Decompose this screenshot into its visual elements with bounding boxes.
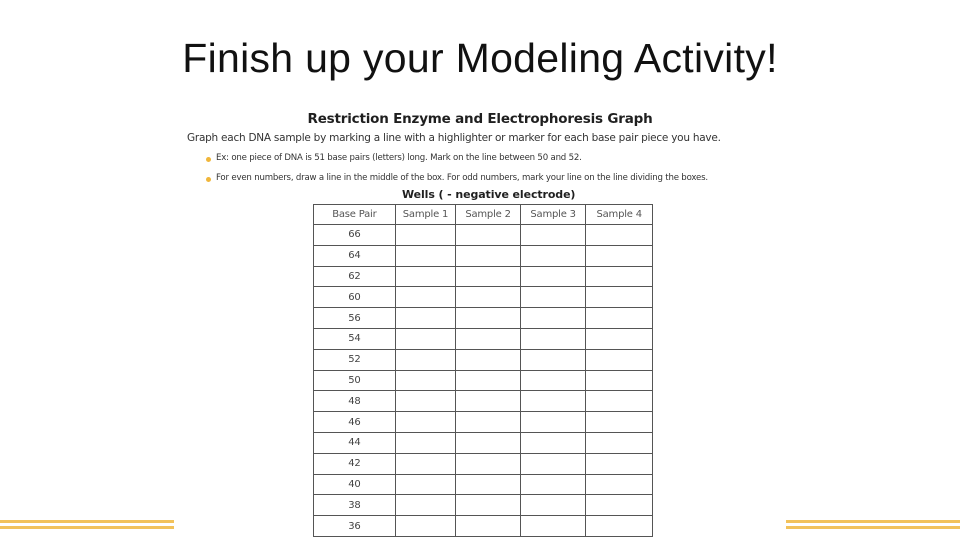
sample-2-cell — [456, 266, 521, 287]
sample-2-cell — [456, 308, 521, 329]
sample-2-cell — [456, 453, 521, 474]
sample-1-cell — [395, 328, 456, 349]
bullet-text: For even numbers, draw a line in the middle of the box. For odd numbers, mark your line on the line dividing the boxes. — [216, 173, 708, 183]
sample-3-cell — [520, 308, 586, 329]
sample-1-cell — [395, 349, 456, 370]
sample-4-cell — [586, 453, 653, 474]
base-pair-cell: 52 — [314, 349, 396, 370]
sample-2-cell — [456, 495, 521, 516]
decorative-bar — [0, 520, 174, 523]
table-row — [314, 516, 653, 537]
sample-2-cell — [456, 516, 521, 537]
base-pair-cell: 66 — [314, 225, 396, 246]
base-pair-cell: 40 — [314, 474, 396, 495]
sample-2-cell — [456, 391, 521, 412]
header-sample-3: Sample 3 — [520, 205, 586, 225]
table-row — [314, 412, 653, 433]
sample-3-cell — [520, 391, 586, 412]
sample-2-cell — [456, 287, 521, 308]
base-pair-cell: 56 — [314, 308, 396, 329]
base-pair-cell: 42 — [314, 453, 396, 474]
sample-4-cell — [586, 391, 653, 412]
sample-3-cell — [520, 453, 586, 474]
sample-1-cell — [395, 370, 456, 391]
header-sample-2: Sample 2 — [456, 205, 521, 225]
sample-4-cell — [586, 474, 653, 495]
table-row — [314, 328, 653, 349]
sample-3-cell — [520, 432, 586, 453]
sample-3-cell — [520, 474, 586, 495]
bullet-dot-icon — [206, 177, 211, 182]
sample-1-cell — [395, 453, 456, 474]
table-row — [314, 370, 653, 391]
sample-4-cell — [586, 225, 653, 246]
base-pair-cell: 60 — [314, 287, 396, 308]
sample-2-cell — [456, 328, 521, 349]
table-header-row — [314, 205, 653, 225]
worksheet-title: Restriction Enzyme and Electrophoresis Graph — [307, 111, 653, 127]
slide-title: Finish up your Modeling Activity! — [182, 35, 778, 81]
sample-2-cell — [456, 370, 521, 391]
sample-1-cell — [395, 225, 456, 246]
table-row — [314, 287, 653, 308]
base-pair-cell: 44 — [314, 432, 396, 453]
sample-4-cell — [586, 516, 653, 537]
sample-2-cell — [456, 474, 521, 495]
base-pair-cell: 54 — [314, 328, 396, 349]
table-row — [314, 308, 653, 329]
table-row — [314, 495, 653, 516]
sample-1-cell — [395, 474, 456, 495]
sample-1-cell — [395, 245, 456, 266]
sample-4-cell — [586, 328, 653, 349]
sample-1-cell — [395, 308, 456, 329]
table-row — [314, 225, 653, 246]
instruction-bullet — [216, 173, 708, 183]
worksheet-instruction: Graph each DNA sample by marking a line with a highlighter or marker for each base pair piece you have. — [187, 132, 721, 144]
sample-2-cell — [456, 349, 521, 370]
sample-4-cell — [586, 432, 653, 453]
table-row — [314, 474, 653, 495]
sample-2-cell — [456, 412, 521, 433]
sample-4-cell — [586, 412, 653, 433]
sample-2-cell — [456, 225, 521, 246]
sample-3-cell — [520, 349, 586, 370]
sample-3-cell — [520, 245, 586, 266]
sample-1-cell — [395, 432, 456, 453]
header-base-pair: Base Pair — [314, 205, 396, 225]
bullet-text: Ex: one piece of DNA is 51 base pairs (letters) long. Mark on the line between 50 and 52. — [216, 153, 582, 163]
sample-4-cell — [586, 287, 653, 308]
sample-3-cell — [520, 412, 586, 433]
sample-3-cell — [520, 516, 586, 537]
header-sample-1: Sample 1 — [395, 205, 456, 225]
sample-3-cell — [520, 495, 586, 516]
sample-4-cell — [586, 495, 653, 516]
decorative-bar — [786, 520, 960, 523]
sample-1-cell — [395, 391, 456, 412]
sample-3-cell — [520, 287, 586, 308]
decorative-bar — [0, 526, 174, 529]
table-row — [314, 349, 653, 370]
sample-3-cell — [520, 225, 586, 246]
decorative-bar — [786, 526, 960, 529]
base-pair-cell: 38 — [314, 495, 396, 516]
instruction-bullet — [216, 153, 582, 163]
table-row — [314, 245, 653, 266]
base-pair-cell: 62 — [314, 266, 396, 287]
worksheet-image — [180, 108, 780, 540]
sample-4-cell — [586, 308, 653, 329]
electrophoresis-table — [313, 204, 653, 537]
base-pair-cell: 46 — [314, 412, 396, 433]
table-row — [314, 266, 653, 287]
sample-1-cell — [395, 495, 456, 516]
sample-2-cell — [456, 432, 521, 453]
sample-4-cell — [586, 370, 653, 391]
base-pair-cell: 36 — [314, 516, 396, 537]
sample-4-cell — [586, 266, 653, 287]
sample-3-cell — [520, 328, 586, 349]
sample-1-cell — [395, 287, 456, 308]
table-row — [314, 453, 653, 474]
base-pair-cell: 48 — [314, 391, 396, 412]
base-pair-cell: 64 — [314, 245, 396, 266]
sample-1-cell — [395, 266, 456, 287]
base-pair-cell: 50 — [314, 370, 396, 391]
table-row — [314, 432, 653, 453]
sample-3-cell — [520, 370, 586, 391]
sample-1-cell — [395, 412, 456, 433]
sample-3-cell — [520, 266, 586, 287]
bullet-dot-icon — [206, 157, 211, 162]
sample-2-cell — [456, 245, 521, 266]
header-sample-4: Sample 4 — [586, 205, 653, 225]
sample-1-cell — [395, 516, 456, 537]
sample-4-cell — [586, 245, 653, 266]
wells-label: Wells ( - negative electrode) — [402, 188, 576, 201]
sample-4-cell — [586, 349, 653, 370]
table-row — [314, 391, 653, 412]
